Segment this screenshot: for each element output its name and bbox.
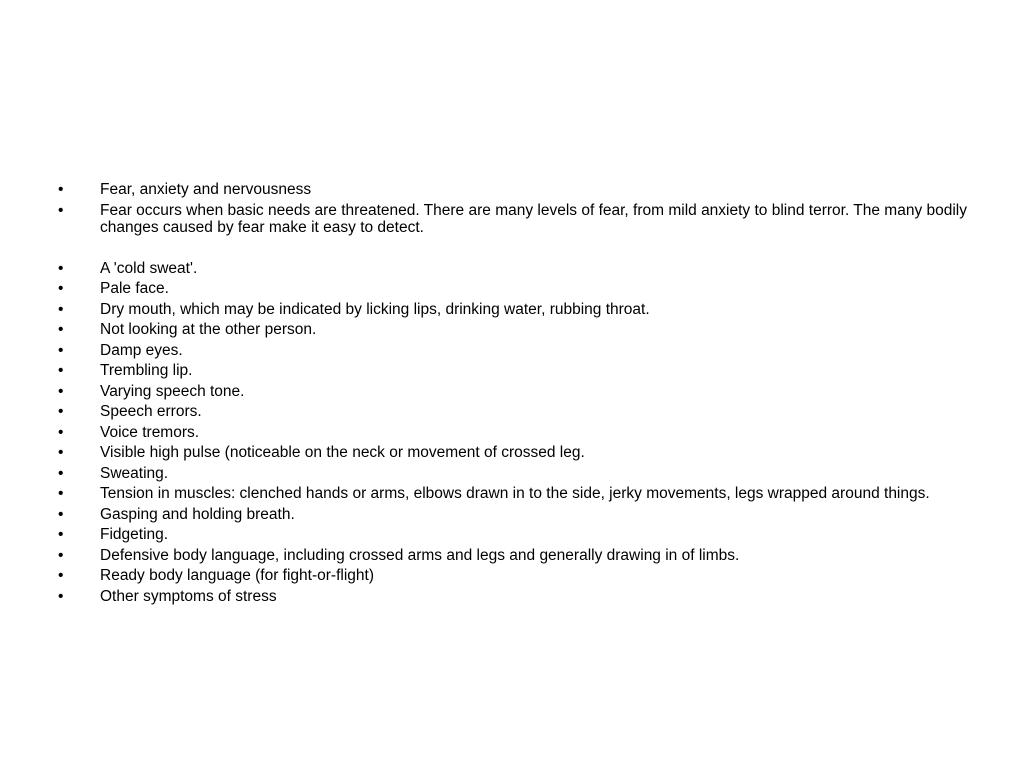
list-item-text: Damp eyes. (100, 341, 183, 359)
bullet-icon: • (58, 546, 64, 564)
list-item (58, 403, 978, 420)
bullet-icon: • (58, 464, 64, 482)
bullet-icon: • (58, 341, 64, 359)
bullet-icon: • (58, 259, 64, 277)
list-item (58, 301, 978, 318)
bullet-icon: • (58, 485, 64, 502)
bullet-icon: • (58, 201, 64, 219)
bullet-list (58, 181, 978, 608)
list-item (58, 547, 978, 564)
list-item-text: Visible high pulse (noticeable on the neck or movement of crossed leg. (100, 444, 585, 461)
list-item (58, 342, 978, 359)
list-item (58, 181, 978, 198)
list-item (58, 465, 978, 482)
list-item-text: Fidgeting. (100, 526, 169, 543)
list-item-text: Speech errors. (100, 403, 202, 420)
list-item-text: Tension in muscles: clenched hands or arms, elbows drawn in to the side, jerky movements, legs wrapped around things. (100, 485, 930, 502)
list-item (58, 506, 978, 523)
list-item-text: Fear occurs when basic needs are threatened. There are many levels of fear, from mild anxiety to blind terror. The many bodily changes caused by fear make it easy to detect. (100, 201, 968, 236)
bullet-icon: • (58, 321, 64, 338)
list-item-text: Varying speech tone. (100, 382, 245, 400)
list-item (58, 362, 978, 379)
list-item (58, 280, 978, 297)
list-item (58, 202, 978, 236)
list-item-text: Voice tremors. (100, 423, 200, 441)
list-item-text: Other symptoms of stress (100, 587, 277, 605)
bullet-icon: • (58, 181, 64, 198)
list-item (58, 526, 978, 543)
bullet-icon: • (58, 403, 64, 420)
list-item (58, 383, 978, 400)
list-item (58, 567, 978, 584)
bullet-icon: • (58, 444, 64, 461)
list-item-text: Pale face. (100, 280, 169, 297)
bullet-icon: • (58, 505, 64, 523)
list-item-text: A 'cold sweat'. (100, 259, 198, 277)
list-item-text: Gasping and holding breath. (100, 505, 295, 523)
list-item (58, 260, 978, 277)
list-item-text: Trembling lip. (100, 362, 193, 379)
bullet-icon: • (58, 423, 64, 441)
list-item-text: Sweating. (100, 464, 169, 482)
bullet-icon: • (58, 362, 64, 379)
list-item-text: Not looking at the other person. (100, 321, 317, 338)
list-item (58, 424, 978, 441)
bullet-icon: • (58, 382, 64, 400)
list-item-text: Dry mouth, which may be indicated by licking lips, drinking water, rubbing throat. (100, 300, 650, 318)
list-item-text: Ready body language (for fight-or-flight) (100, 567, 374, 584)
list-item (58, 321, 978, 338)
bullet-icon: • (58, 280, 64, 297)
list-item (58, 444, 978, 461)
list-item-text: Defensive body language, including crossed arms and legs and generally drawing in of limbs. (100, 546, 740, 564)
bullet-icon: • (58, 567, 64, 584)
bullet-icon: • (58, 526, 64, 543)
list-item (58, 485, 978, 502)
bullet-icon: • (58, 300, 64, 318)
list-item-text: Fear, anxiety and nervousness (100, 181, 312, 198)
bullet-icon: • (58, 587, 64, 605)
list-item (58, 588, 978, 605)
